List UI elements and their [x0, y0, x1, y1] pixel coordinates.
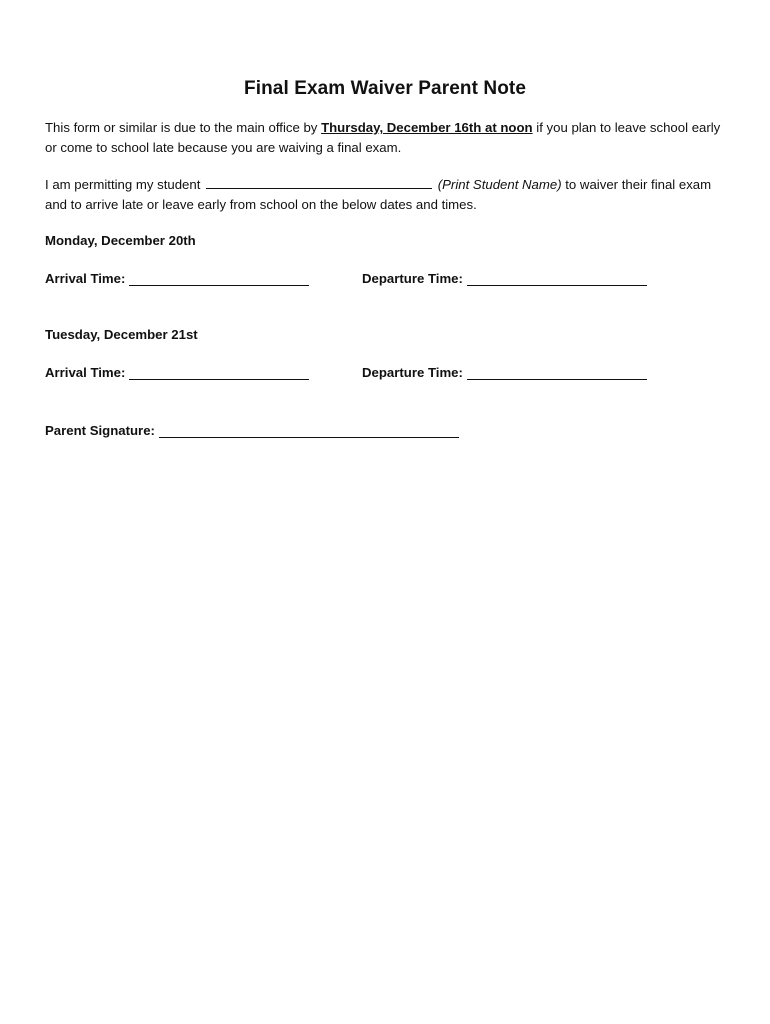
permission-text-before: I am permitting my student	[45, 177, 201, 192]
monday-departure-time-field[interactable]	[467, 271, 647, 286]
permission-text-after: to waiver their final exam and to arrive late or leave early from school on the below dates and times.	[45, 177, 712, 212]
student-name-field[interactable]	[206, 176, 432, 189]
day-heading-monday: Monday, December 20th	[45, 233, 196, 248]
arrival-time-label: Arrival Time:	[45, 365, 126, 380]
document-title: Final Exam Waiver Parent Note	[243, 78, 526, 99]
parent-signature-field[interactable]	[159, 423, 459, 438]
intro-text-before: This form or similar is due to the main office by	[45, 120, 322, 135]
tuesday-departure-row	[362, 365, 647, 380]
arrival-time-label: Arrival Time:	[45, 271, 126, 286]
deadline-text: Thursday, December 16th at noon	[321, 120, 533, 135]
parent-signature-row	[45, 423, 459, 438]
tuesday-arrival-row	[45, 365, 309, 380]
parent-signature-label: Parent Signature:	[45, 423, 155, 438]
monday-departure-row	[362, 271, 647, 286]
tuesday-departure-time-field[interactable]	[467, 365, 647, 380]
monday-arrival-time-field[interactable]	[129, 271, 309, 286]
intro-text-after: if you plan to leave school early or come to school late because you are waiving a final exam.	[45, 120, 721, 155]
tuesday-arrival-time-field[interactable]	[129, 365, 309, 380]
student-name-hint: (Print Student Name)	[437, 177, 562, 192]
departure-time-label: Departure Time:	[362, 365, 463, 380]
day-heading-tuesday: Tuesday, December 21st	[45, 327, 198, 342]
departure-time-label: Departure Time:	[362, 271, 463, 286]
monday-arrival-row	[45, 271, 309, 286]
intro-paragraph	[45, 118, 735, 158]
permission-paragraph	[45, 175, 735, 215]
